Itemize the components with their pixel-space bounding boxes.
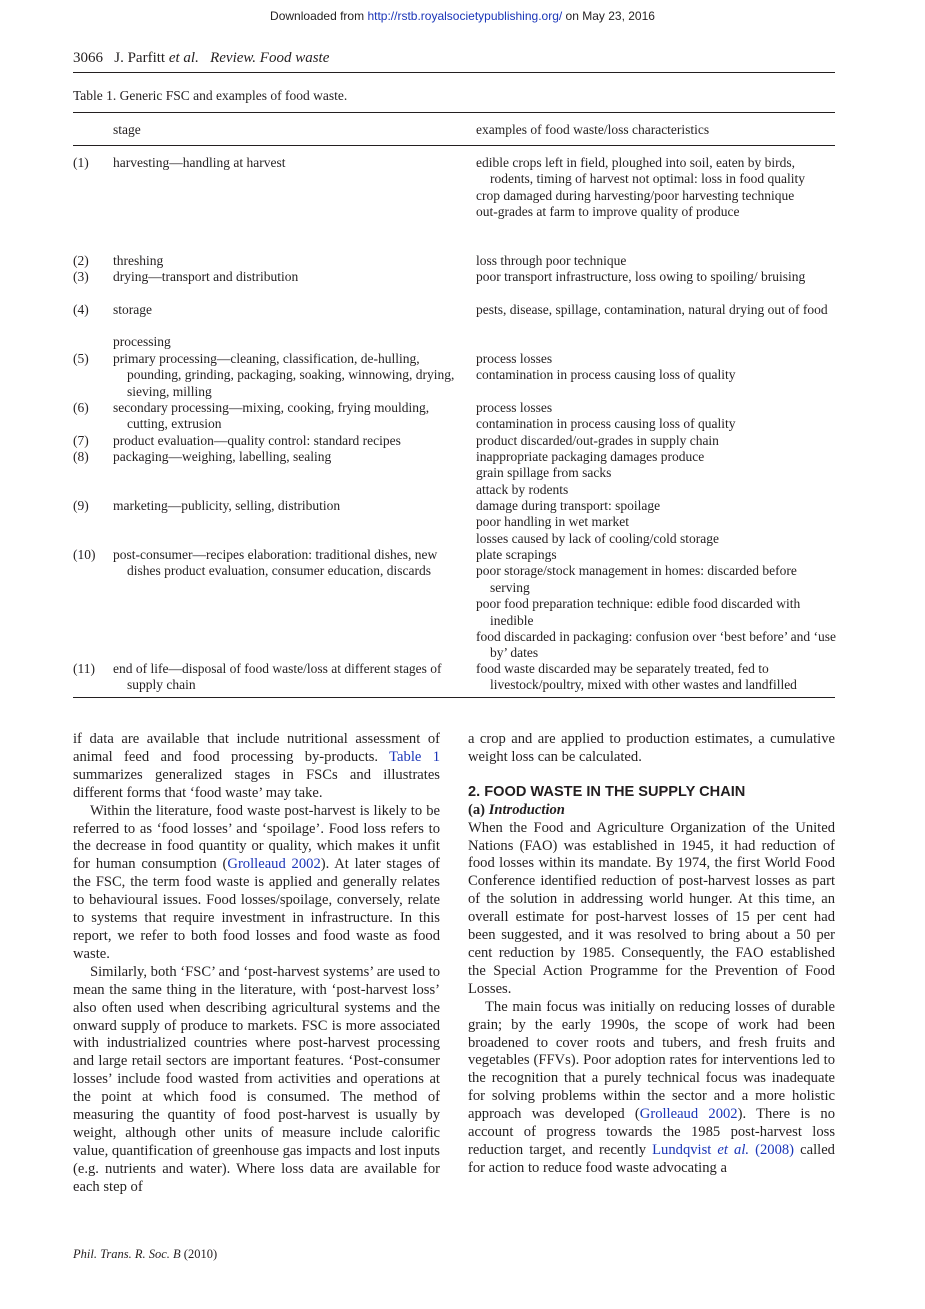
row-examples — [476, 253, 836, 269]
left-paragraph-3: Similarly, both ‘FSC’ and ‘post-harvest systems’ are used to mean the same thing in the literature, with ‘post-harvest loss’ also often used when describing agricultural systems and the onward supply of produce to markets. FSC is more associated with industrialized countries where post-harvest processing and large retail sectors are important features. ‘Post-consumer losses’ include food wasted from activities and operations at the point at which food is consumed. The method of measuring the quantity of food post-harvest is usually by weight, although other units of measure include calorific value, quantification of greenhouse gas impacts and lost inputs (e.g. nutrients and water). Where loss data are available for each step of — [73, 963, 440, 1195]
grolleaud-citation-link[interactable]: Grolleaud 2002 — [227, 856, 321, 873]
row-examples — [476, 498, 836, 547]
row-examples — [476, 547, 836, 662]
example-text: poor handling in wet market — [476, 514, 629, 530]
page-number: 3066 — [73, 50, 103, 66]
example-text: contamination in process causing loss of quality — [476, 416, 736, 432]
stage-text: drying—transport and distribution — [113, 269, 299, 284]
row-stage — [113, 302, 468, 318]
row-stage — [113, 449, 468, 465]
stage-text: harvesting—handling at harvest — [113, 155, 286, 170]
right-column — [468, 731, 835, 1178]
row-stage — [113, 433, 468, 449]
table-header-stage: stage — [113, 122, 141, 137]
example-text: product discarded/out-grades in supply chain — [476, 433, 719, 448]
right-paragraph-0: a crop and are applied to production estimates, a cumulative weight loss can be calculated. — [468, 731, 835, 765]
example-text: attack by rodents — [476, 481, 569, 497]
row-stage — [113, 661, 468, 694]
example-text: process losses — [476, 400, 553, 415]
right-paragraph-1: When the Food and Agriculture Organization of the United Nations (FAO) was established in 1945, it had reduction of food losses within its mandate. By 1974, the first World Food Conference identified reduction of post-harvest losses as part of the solution in addressing world hunger. At this time, an overall estimate for post-harvest losses of 15 per cent had been suggested, and it was resolved to bring about a 50 per cent reduction by 1985. Consequently, the FAO established the Special Action Programme for the Prevention of Food Losses. — [468, 819, 835, 997]
row-stage — [113, 351, 468, 400]
row-examples — [476, 269, 836, 285]
row-examples — [476, 400, 836, 433]
running-head-authors: J. Parfitt — [114, 50, 166, 66]
section-heading: 2. FOOD WASTE IN THE SUPPLY CHAIN — [468, 783, 746, 800]
row-stage — [113, 155, 468, 171]
example-text: plate scrapings — [476, 547, 557, 562]
example-text: pests, disease, spillage, contamination, natural drying out of food — [476, 302, 828, 317]
row-stage — [113, 498, 468, 514]
row-number: (4) — [73, 302, 89, 317]
row-number: (7) — [73, 433, 89, 448]
header-rule — [73, 72, 835, 73]
stage-text: end of life—disposal of food waste/loss at different stages of supply chain — [113, 661, 442, 693]
example-text: poor storage/stock management in homes: discarded before serving — [476, 563, 797, 595]
footer-citation — [73, 1247, 217, 1262]
row-number: (9) — [73, 498, 89, 513]
subsection-heading: (a) Introduction — [468, 801, 565, 818]
stage-text: marketing—publicity, selling, distribution — [113, 498, 341, 513]
example-text: poor food preparation technique: edible food discarded with inedible — [476, 596, 801, 628]
grolleaud-citation-link-2[interactable]: Grolleaud 2002 — [639, 1106, 738, 1123]
row-number: (5) — [73, 351, 89, 366]
row-stage — [113, 269, 468, 285]
row-examples — [476, 661, 836, 694]
download-prefix: Downloaded from — [270, 9, 368, 23]
table-top-rule — [73, 112, 835, 113]
download-suffix: on May 23, 2016 — [562, 9, 655, 23]
running-head — [73, 50, 329, 67]
stage-text: packaging—weighing, labelling, sealing — [113, 449, 332, 464]
example-text: out-grades at farm to improve quality of produce — [476, 204, 740, 220]
stage-text: secondary processing—mixing, cooking, frying moulding, cutting, extrusion — [113, 400, 430, 432]
right-paragraph-2: The main focus was initially on reducing losses of durable grain; by the early 1990s, the scope of work had been broadened to cover roots and tubers, and fresh fruits and vegetables (FFVs). Poor adoption rates for interventions led to the recognition that a purely technical focus was inadequate for solving problems within the sector and a more holistic approach was developed (Grolleaud 2002). There is no account of progress towards the 1985 post-harvest loss reduction target, and recently Lundqvist et al. (2008) called for action to reduce food waste advocating a — [468, 998, 835, 1176]
row-examples — [476, 351, 836, 384]
table1-link[interactable]: Table 1 — [389, 748, 440, 765]
row-examples — [476, 433, 836, 449]
stage-text: product evaluation—quality control: standard recipes — [113, 433, 401, 448]
stage-text: processing — [113, 334, 171, 349]
row-examples — [476, 449, 836, 498]
example-text: crop damaged during harvesting/poor harvesting technique — [476, 187, 795, 203]
example-text: grain spillage from sacks — [476, 465, 612, 481]
row-number: (3) — [73, 269, 89, 284]
row-number: (2) — [73, 253, 89, 268]
row-number: (1) — [73, 155, 89, 170]
stage-text: post-consumer—recipes elaboration: traditional dishes, new dishes product evaluation, consumer education, discards — [113, 547, 438, 579]
footer-year: (2010) — [180, 1247, 218, 1261]
row-stage — [113, 547, 468, 580]
download-banner — [0, 9, 925, 23]
download-url-link[interactable]: http://rstb.royalsocietypublishing.org/ — [367, 9, 563, 23]
lundqvist-citation-link[interactable]: Lundqvist et al. (2008) — [652, 1141, 795, 1158]
row-number: (6) — [73, 400, 89, 415]
left-column — [73, 731, 440, 1197]
footer-journal: Phil. Trans. R. Soc. B — [73, 1247, 181, 1261]
example-text: damage during transport: spoilage — [476, 498, 661, 513]
row-examples — [476, 302, 836, 318]
table-bottom-rule — [73, 697, 835, 698]
table-caption: Table 1. Generic FSC and examples of food waste. — [73, 88, 348, 103]
stage-text: primary processing—cleaning, classification, de-hulling, pounding, grinding, packaging, soaking, winnowing, drying, sieving, milling — [113, 351, 455, 399]
row-number: (11) — [73, 661, 95, 676]
row-stage — [113, 253, 468, 269]
example-text: food discarded in packaging: confusion over ‘best before’ and ‘use by’ dates — [476, 629, 836, 661]
row-stage — [113, 400, 468, 433]
example-text: contamination in process causing loss of quality — [476, 367, 736, 383]
example-text: process losses — [476, 351, 553, 366]
row-examples — [476, 155, 836, 221]
left-paragraph-1: if data are available that include nutritional assessment of animal feed and food processing by-products. Table 1 summarizes generalized stages in FSCs and illustrates different forms that ‘food waste’ may take. — [73, 731, 440, 801]
example-text: losses caused by lack of cooling/cold storage — [476, 530, 719, 546]
stage-text: storage — [113, 302, 152, 317]
example-text: edible crops left in field, ploughed into soil, eaten by birds, rodents, timing of harvest not optimal: loss in food quality — [476, 155, 805, 187]
example-text: loss through poor technique — [476, 253, 627, 268]
row-stage — [113, 334, 468, 350]
running-head-section: Review. Food waste — [210, 50, 330, 66]
running-head-et-al: et al. — [168, 50, 199, 66]
row-number: (8) — [73, 449, 89, 464]
example-text: inappropriate packaging damages produce — [476, 449, 705, 464]
example-text: food waste discarded may be separately treated, fed to livestock/poultry, mixed with other wastes and landfilled — [476, 661, 797, 693]
table-header-examples: examples of food waste/loss characteristics — [476, 122, 710, 137]
left-paragraph-2: Within the literature, food waste post-harvest is likely to be referred to as ‘food losses’ and ‘spoilage’. Food loss refers to the decrease in food quantity or quality, which makes it unfit for human consumption (Grolleaud 2002). At later stages of the FSC, the term food waste is applied and generally relates to behavioural issues. Food losses/spoilage, conversely, relate to systems that require investment in infrastructure. In this report, we refer to both food losses and food waste as food waste. — [73, 802, 440, 962]
example-text: poor transport infrastructure, loss owing to spoiling/ bruising — [476, 269, 806, 284]
stage-text: threshing — [113, 253, 164, 268]
table-header-rule — [73, 145, 835, 146]
row-number: (10) — [73, 547, 96, 562]
